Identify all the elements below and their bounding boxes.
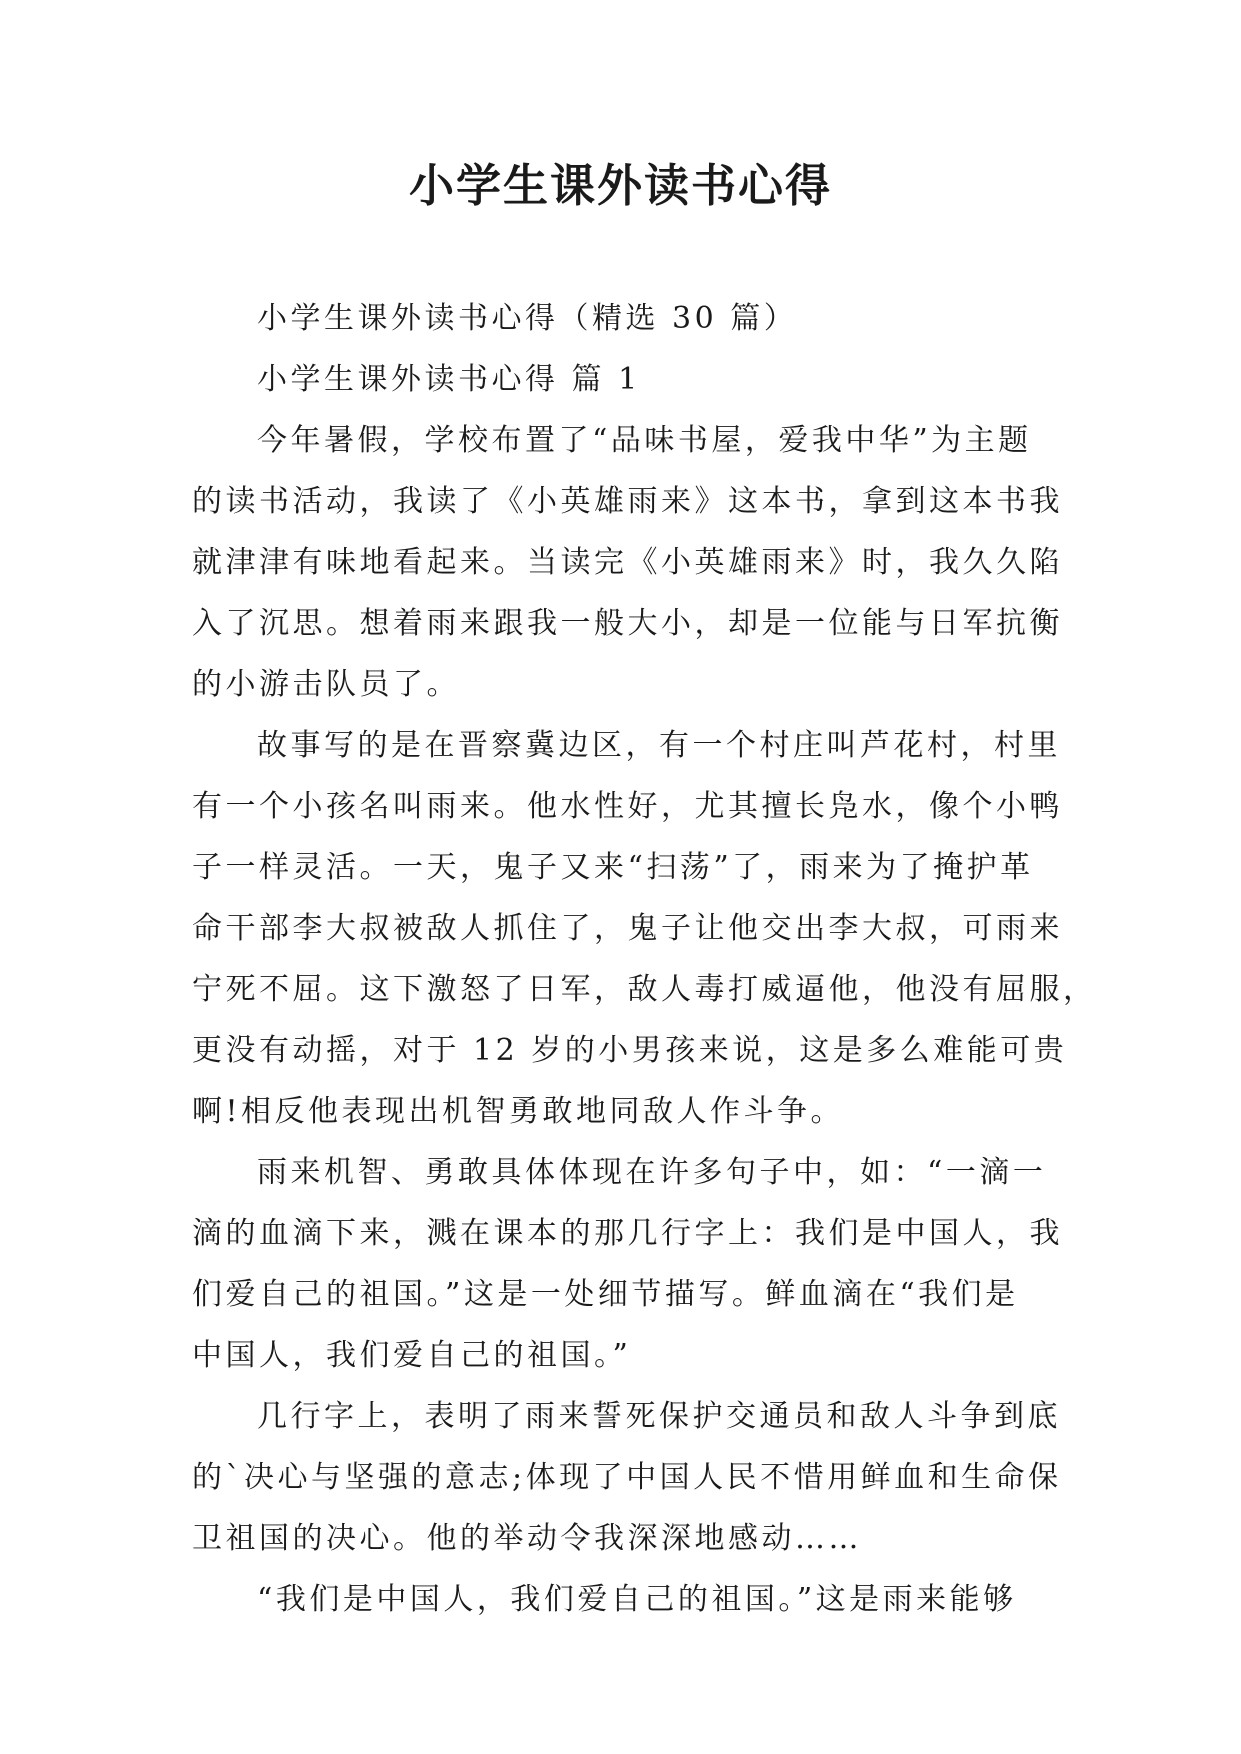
text-line: “我们是中国人，我们爱自己的祖国。”这是雨来能够 (257, 1582, 1017, 1617)
text-line: 的读书活动，我读了《小英雄雨来》这本书，拿到这本书我 (192, 484, 1063, 519)
text-line: 就津津有味地看起来。当读完《小英雄雨来》时，我久久陷 (192, 545, 1063, 580)
text-line: 的`决心与坚强的意志;体现了中国人民不惜用鲜血和生命保 (192, 1460, 1062, 1495)
text-line: 中国人，我们爱自己的祖国。” (192, 1338, 632, 1373)
text-line: 故事写的是在晋察冀边区，有一个村庄叫芦花村，村里 (257, 728, 1061, 763)
document-body (192, 288, 1097, 1630)
text-line: 滴的血滴下来，溅在课本的那几行字上：我们是中国人，我 (192, 1216, 1063, 1251)
text-line: 的小游击队员了。 (192, 667, 460, 702)
text-line: 今年暑假，学校布置了“品味书屋，爱我中华”为主题 (257, 423, 1032, 458)
text-line: 几行字上，表明了雨来誓死保护交通员和敌人斗争到底 (257, 1399, 1061, 1434)
text-line: 啊!相反他表现出机智勇敢地同敌人作斗争。 (192, 1094, 845, 1129)
text-line: 有一个小孩名叫雨来。他水性好，尤其擅长凫水，像个小鸭 (192, 789, 1063, 824)
text-line: 们爱自己的祖国。”这是一处细节描写。鲜血滴在“我们是 (192, 1277, 1019, 1312)
text-line: 小学生课外读书心得（精选 30 篇） (257, 301, 798, 336)
text-line: 更没有动摇，对于 12 岁的小男孩来说，这是多么难能可贵 (192, 1033, 1068, 1068)
text-line: 命干部李大叔被敌人抓住了，鬼子让他交出李大叔，可雨来 (192, 911, 1063, 946)
text-line: 雨来机智、勇敢具体体现在许多句子中，如：“一滴一 (257, 1155, 1047, 1190)
text-line: 宁死不屈。这下激怒了日军，敌人毒打威逼他，他没有屈服， (192, 972, 1097, 1007)
text-line: 小学生课外读书心得 篇 1 (257, 362, 641, 397)
text-line: 卫祖国的决心。他的举动令我深深地感动…… (192, 1521, 862, 1556)
document-title: 小学生课外读书心得 (408, 159, 832, 212)
text-line: 子一样灵活。一天，鬼子又来“扫荡”了，雨来为了掩护革 (192, 850, 1034, 885)
text-line: 入了沉思。想着雨来跟我一般大小，却是一位能与日军抗衡 (192, 606, 1063, 641)
